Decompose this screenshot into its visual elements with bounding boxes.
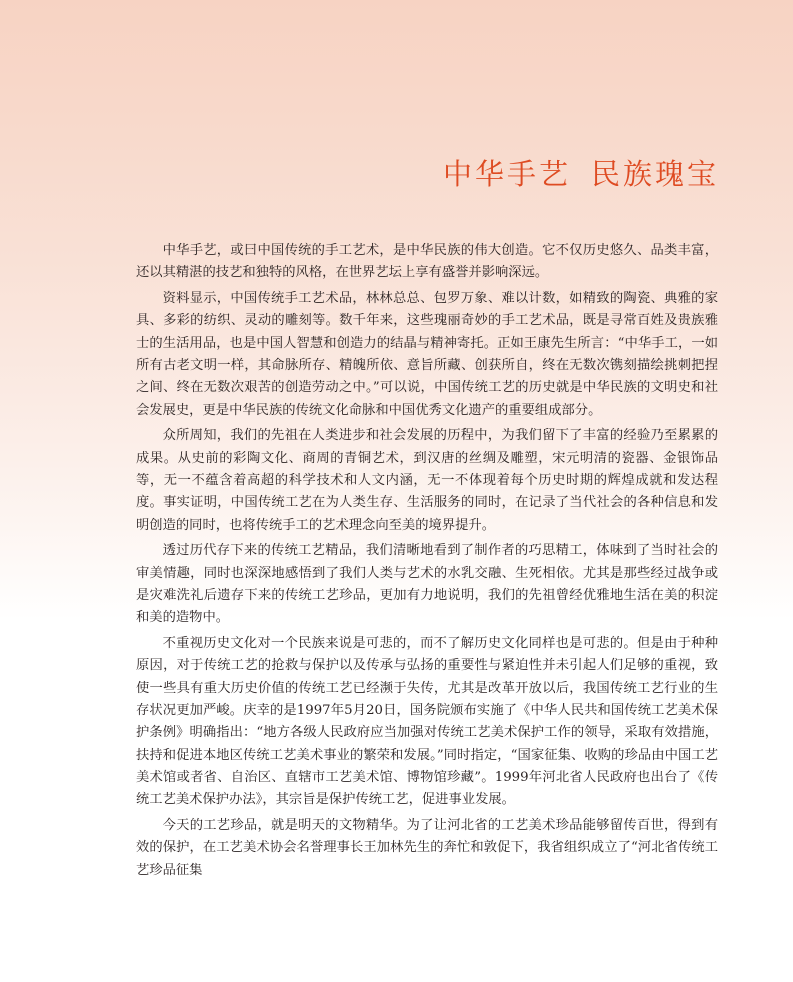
paragraph: 今天的工艺珍品，就是明天的文物精华。为了让河北省的工艺美术珍品能够留传百世，得到有效的保护，在工艺美术协会名誉理事长王加林先生的奔忙和敦促下，我省组织成立了“河北省传统工艺珍品征集 <box>136 817 718 878</box>
page-title <box>443 152 719 193</box>
title-part-2: 民族瑰宝 <box>590 157 719 191</box>
paragraph: 资料显示，中国传统手工艺术品，林林总总、包罗万象、难以计数，如精致的陶瓷、典雅的家具、多彩的纺织、灵动的雕刻等。数千年来，这些瑰丽奇妙的手工艺术品，既是寻常百姓及贵族雅士的生活用品，也是中国人智慧和创造力的结晶与精神寄托。正如王康先生所言：“中华手工，一如所有古老文明一样，其命脉所存、精魄所依、意旨所藏、创获所自，终在无数次镌刻描绘挑刺把捏之间、终在无数次艰苦的创造劳动之中。”可以说，中国传统工艺的历史就是中华民族的文明史和社会发展史，更是中华民族的传统文化命脉和中国优秀文化遗产的重要组成部分。 <box>136 291 718 418</box>
paragraph: 不重视历史文化对一个民族来说是可悲的，而不了解历史文化同样也是可悲的。但是由于种种原因，对于传统工艺的抢救与保护以及传承与弘扬的重要性与紧迫性并未引起人们足够的重视，致使一些具有重大历史价值的传统工艺已经濒于失传，尤其是改革开放以后，我国传统工艺行业的生存状况更加严峻。庆幸的是1997年5月20日，国务院颁布实施了《中华人民共和国传统工艺美术保护条例》明确指出：“地方各级人民政府应当加强对传统工艺美术保护工作的领导，采取有效措施，扶持和促进本地区传统工艺美术事业的繁荣和发展。”同时指定，“国家征集、收购的珍品由中国工艺美术馆或者省、自治区、直辖市工艺美术馆、博物馆珍藏”。1999年河北省人民政府也出台了《传统工艺美术保护办法》，其宗旨是保护传统工艺，促进事业发展。 <box>136 636 718 808</box>
article-body <box>136 240 718 885</box>
title-part-1: 中华手艺 <box>442 157 571 191</box>
paragraph: 透过历代存下来的传统工艺精品，我们清晰地看到了制作者的巧思精工，体味到了当时社会的审美情趣，同时也深深地感悟到了我们人类与艺术的水乳交融、生死相依。尤其是那些经过战争或是灾难洗礼后遗存下来的传统工艺珍品，更加有力地说明，我们的先祖曾经优雅地生活在美的积淀和美的造物中。 <box>136 543 718 626</box>
paragraph: 中华手艺，或曰中国传统的手工艺术，是中华民族的伟大创造。它不仅历史悠久、品类丰富，还以其精湛的技艺和独特的风格，在世界艺坛上享有盛誉并影响深远。 <box>136 243 718 281</box>
paragraph: 众所周知，我们的先祖在人类进步和社会发展的历程中，为我们留下了丰富的经验乃至累累的成果。从史前的彩陶文化、商周的青铜艺术，到汉唐的丝绸及雕塑，宋元明清的瓷器、金银饰品等，无一不蕴含着高超的科学技术和人文内涵，无一不体现着每个历史时期的辉煌成就和发达程度。事实证明，中国传统工艺在为人类生存、生活服务的同时，在记录了当代社会的各种信息和发明创造的同时，也将传统手工的艺术理念向至美的境界提升。 <box>136 428 718 533</box>
